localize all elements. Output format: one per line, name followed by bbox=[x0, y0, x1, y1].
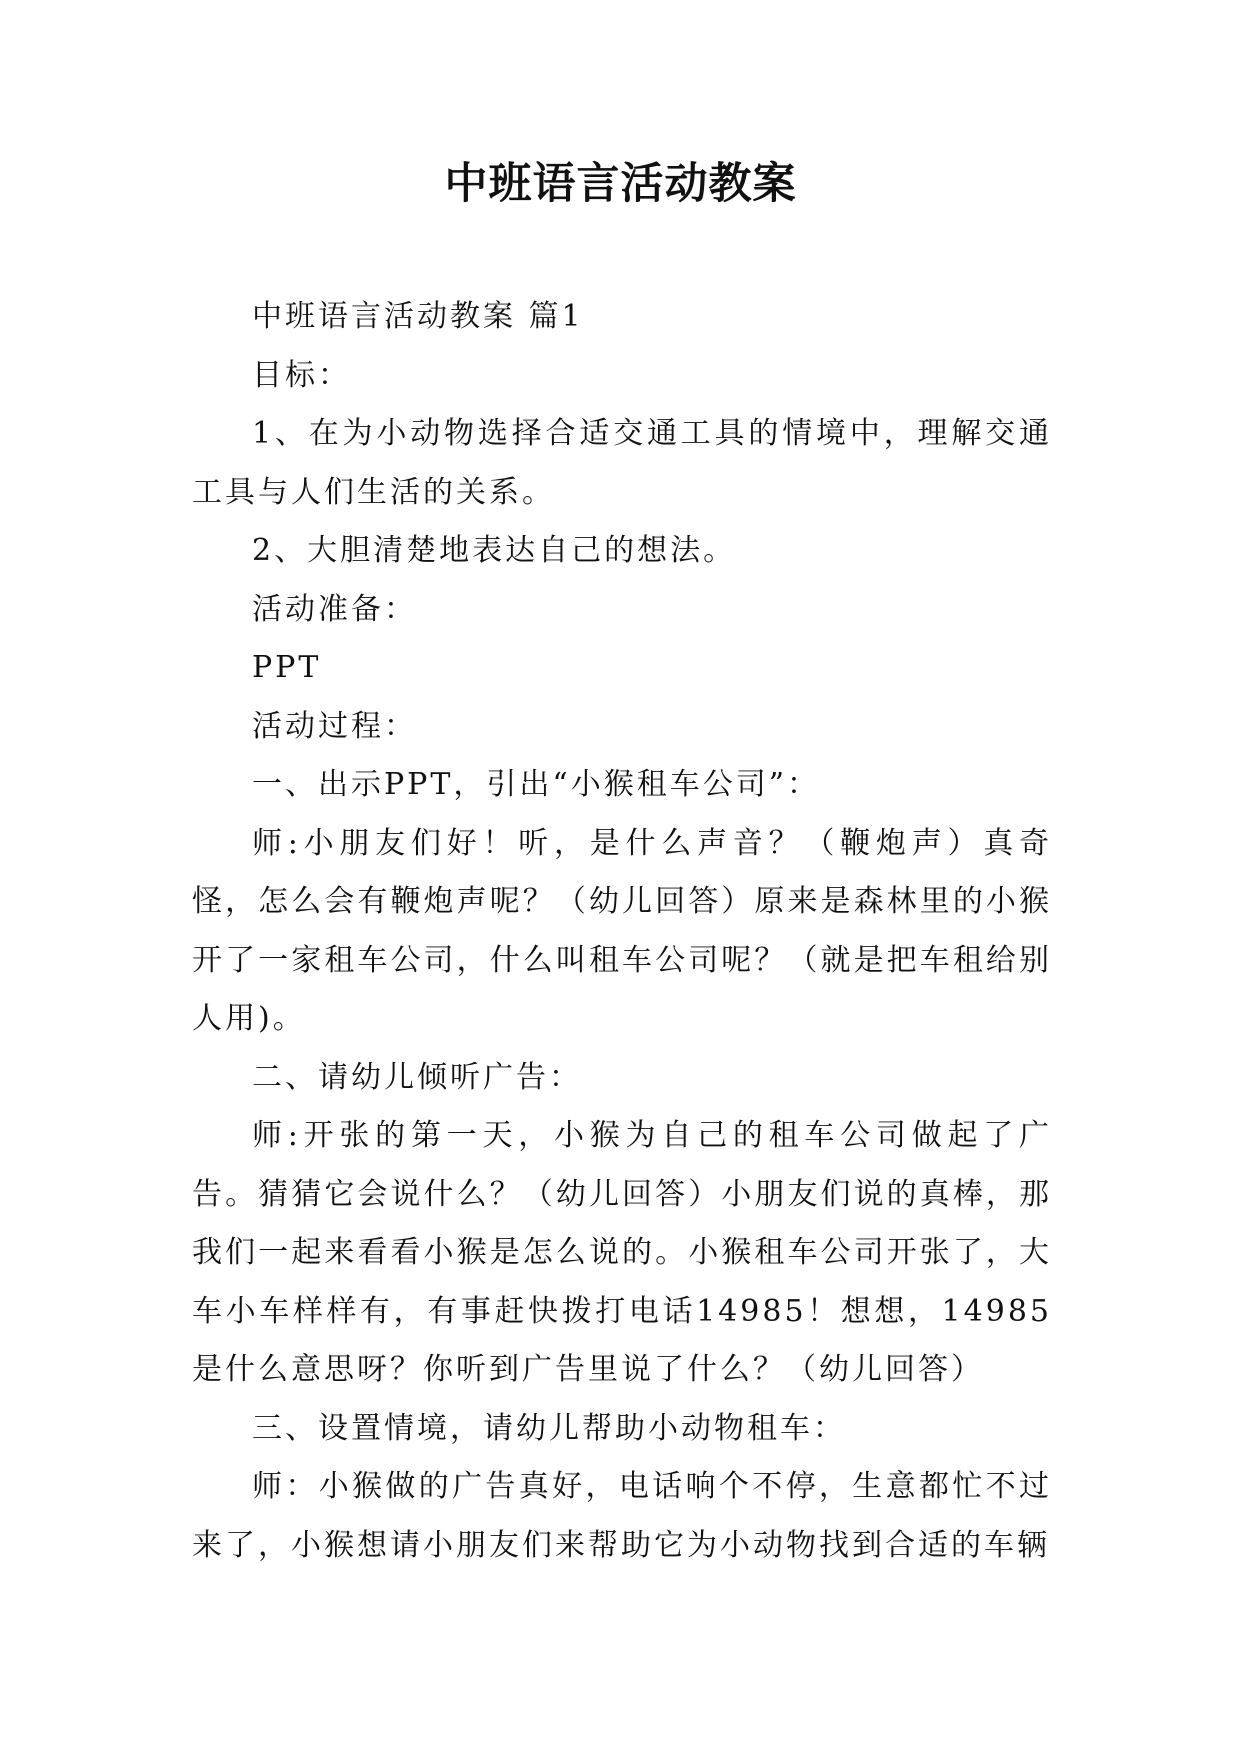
step-1-dialogue: 师:小朋友们好！听，是什么声音？（鞭炮声）真奇怪，怎么会有鞭炮声呢？（幼儿回答）原来是森林里的小猴开了一家租车公司，什么叫租车公司呢？（就是把车租给别人用)。 bbox=[192, 825, 1052, 1036]
document-title: 中班语言活动教案 bbox=[444, 159, 797, 209]
step-3-dialogue: 师：小猴做的广告真好，电话响个不停，生意都忙不过来了，小猴想请小朋友们来帮助它为小动物找到合适的车辆 bbox=[192, 1469, 1052, 1563]
goal-item-2: 2、大胆清楚地表达自己的想法。 bbox=[252, 533, 737, 568]
goal-item-1: 1、在为小动物选择合适交通工具的情境中，理解交通工具与人们生活的关系。 bbox=[192, 416, 1052, 510]
goals-heading: 目标： bbox=[252, 357, 351, 393]
process-heading: 活动过程： bbox=[252, 708, 417, 744]
preparation-heading: 活动准备： bbox=[252, 591, 417, 627]
section-heading-part-1: 中班语言活动教案 篇1 bbox=[252, 299, 584, 334]
document-body bbox=[192, 288, 1052, 1575]
step-1-heading: 一、出示PPT，引出“小猴租车公司”： bbox=[252, 767, 821, 802]
step-2-dialogue: 师:开张的第一天，小猴为自己的租车公司做起了广告。猜猜它会说什么？（幼儿回答）小朋友们说的真棒，那我们一起来看看小猴是怎么说的。小猴租车公司开张了，大车小车样样有，有事赶快拨打电话14985！想想，14985是什么意思呀？你听到广告里说了什么？（幼儿回答） bbox=[192, 1118, 1052, 1387]
step-3-heading: 三、设置情境，请幼儿帮助小动物租车： bbox=[252, 1410, 846, 1446]
preparation-item: PPT bbox=[252, 650, 322, 685]
step-2-heading: 二、请幼儿倾听广告： bbox=[252, 1059, 582, 1095]
